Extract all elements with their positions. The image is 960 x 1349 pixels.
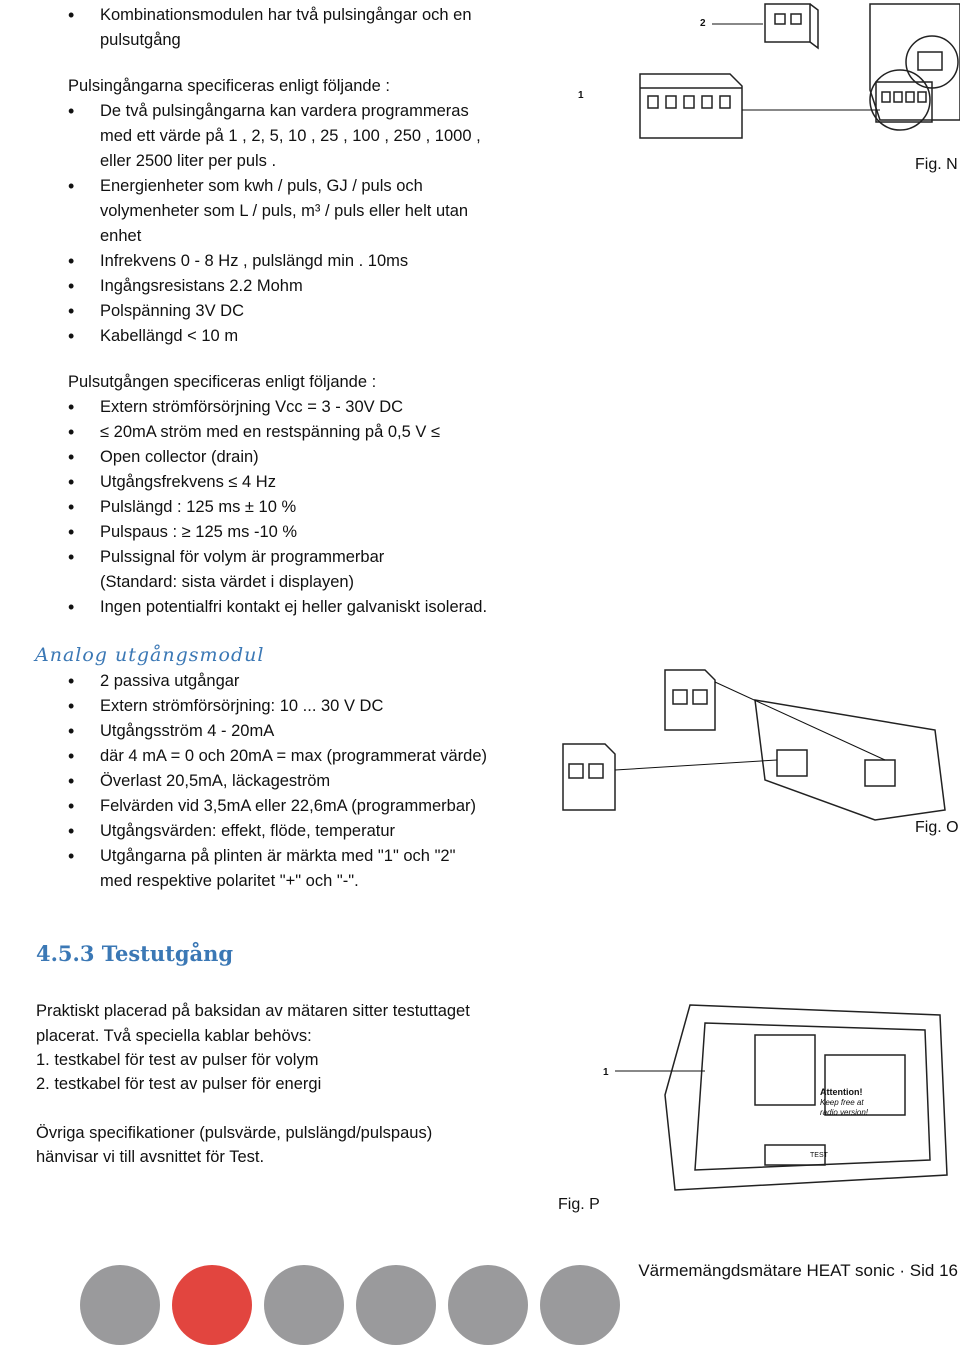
fig-n-callout-1: 1 <box>578 90 584 101</box>
list-item: • Utgångsvärden: effekt, flöde, temperatur <box>68 821 396 841</box>
connector-2 <box>765 4 818 48</box>
figure-n-drawing <box>570 0 960 150</box>
fig-p-callout-1: 1 <box>603 1067 609 1078</box>
list-item: pulsutgång <box>100 31 181 49</box>
list-item: • Extern strömförsörjning: 10 ... 30 V DC <box>68 696 384 716</box>
sticker-line: radio version! <box>820 1108 869 1117</box>
analog-heading: Analog utgångsmodul <box>35 644 265 666</box>
list-item: med ett värde på 1 , 2, 5, 10 , 25 , 100 , 250 , 1000 , <box>100 127 481 145</box>
list-item: • Utgångarna på plinten är märkta med "1" och "2" <box>68 846 456 866</box>
intro-bullet-list <box>68 3 472 53</box>
test-text-line: placerat. Två speciella kablar behövs: <box>36 1027 312 1045</box>
figure-p-drawing <box>595 995 960 1200</box>
test-text-line: 1. testkabel för test av pulser för volym <box>36 1051 319 1069</box>
list-item: • 2 passiva utgångar <box>68 671 240 691</box>
analog-board <box>755 700 945 820</box>
list-item: • Ingen potentialfri kontakt ej heller galvaniskt isolerad. <box>68 597 488 617</box>
list-item: • Extern strömförsörjning Vcc = 3 - 30V DC <box>68 397 404 417</box>
test-text-line: Praktiskt placerad på baksidan av mätaren sitter testuttaget <box>36 1002 470 1020</box>
list-item: • Infrekvens 0 - 8 Hz , pulslängd min . 10ms <box>68 251 409 271</box>
list-item: • Open collector (drain) <box>68 447 259 467</box>
list-item: med respektive polaritet "+" och "-". <box>100 872 359 890</box>
list-item: enhet <box>100 227 142 245</box>
analog-list <box>68 669 487 894</box>
pulse-out-intro: Pulsutgången specificeras enligt följande : <box>68 373 377 391</box>
fig-p-label: Fig. P <box>558 1196 600 1213</box>
list-item: • Utgångsström 4 - 20mA <box>68 721 275 741</box>
test-text-line: hänvisar vi till avsnittet för Test. <box>36 1148 265 1166</box>
list-item: • De två pulsingångarna kan vardera programmeras <box>68 101 469 121</box>
list-item: eller 2500 liter per puls . <box>100 152 277 170</box>
list-item: • Överlast 20,5mA, läckageström <box>68 771 331 791</box>
fig-n-label: Fig. N <box>915 156 958 173</box>
list-item: • Kabellängd < 10 m <box>68 326 239 346</box>
list-item: • Polspänning 3V DC <box>68 301 245 321</box>
list-item: (Standard: sista värdet i displayen) <box>100 573 355 591</box>
test-heading: 4.5.3 Testutgång <box>36 941 234 966</box>
sticker-line: Keep free at <box>820 1098 864 1107</box>
test-text-line: Övriga specifikationer (pulsvärde, pulslängd/pulspaus) <box>36 1124 433 1142</box>
connector-1 <box>640 74 742 138</box>
board <box>870 4 960 130</box>
footer-text: Värmemängdsmätare HEAT sonic · Sid 16 <box>638 1261 958 1280</box>
list-item: • Energienheter som kwh / puls, GJ / puls och <box>68 176 423 196</box>
test-text-line: 2. testkabel för test av pulser för energi <box>36 1075 322 1093</box>
sticker-line: Attention! <box>820 1087 863 1097</box>
list-item: • där 4 mA = 0 och 20mA = max (programmerat värde) <box>68 746 488 766</box>
list-item: • Pulssignal för volym är programmerbar <box>68 547 385 567</box>
pulse-out-list <box>68 395 487 620</box>
test-port-label: TEST <box>810 1152 828 1159</box>
fig-n-callout-2: 2 <box>700 18 706 29</box>
list-item: • ≤ 20mA ström med en restspänning på 0,5 V ≤ <box>68 422 441 442</box>
list-item: volymenheter som L / puls, m³ / puls eller helt utan <box>100 202 469 220</box>
pulse-in-list <box>68 99 481 349</box>
list-item: • Pulslängd : 125 ms ± 10 % <box>68 497 297 517</box>
fig-o-label: Fig. O <box>915 819 959 836</box>
list-item: • Utgångsfrekvens ≤ 4 Hz <box>68 472 276 492</box>
list-item: • Kombinationsmodulen har två pulsingångar och en <box>68 5 472 25</box>
list-item: • Felvärden vid 3,5mA eller 22,6mA (programmerbar) <box>68 796 476 816</box>
list-item: • Ingångsresistans 2.2 Mohm <box>68 276 303 296</box>
list-item: • Pulspaus : ≥ 125 ms -10 % <box>68 522 298 542</box>
pulse-in-intro: Pulsingångarna specificeras enligt följande : <box>68 77 390 95</box>
figure-o-drawing <box>555 660 960 830</box>
